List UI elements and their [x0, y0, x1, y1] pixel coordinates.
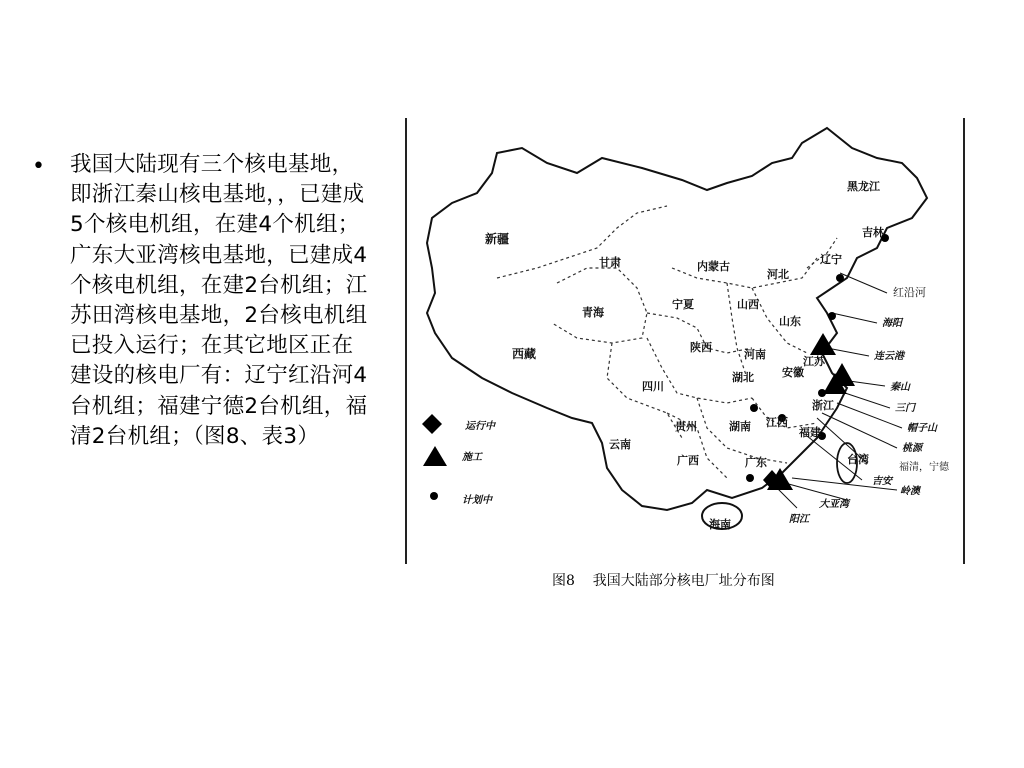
- province-label: 广西: [677, 454, 699, 467]
- province-label: 山西: [737, 298, 759, 311]
- province-label: 海南: [709, 518, 731, 531]
- site-label: 帽子山: [907, 423, 937, 434]
- province-label: 湖南: [729, 420, 751, 433]
- map-legend: [422, 414, 497, 506]
- province-labels: [485, 179, 885, 531]
- site-label: 岭澳: [900, 486, 920, 497]
- province-label: 青海: [582, 306, 604, 319]
- province-label: 新疆: [485, 232, 510, 246]
- legend-operating-diamond: [422, 414, 442, 434]
- legend-construction-label: 施工: [462, 452, 482, 463]
- province-boundaries: [497, 206, 837, 478]
- province-label: 陕西: [690, 341, 712, 354]
- bullet-text: 我国大陆现有三个核电基地，即浙江秦山核电基地，，已建成5个核电机组，在建4个机组；广东大亚湾核电基地，已建成4个核电机组，在建2台机组；江苏田湾核电基地，2台核电机组已投入运行；在其它地区正在建设的核电厂有：辽宁红沿河4台机组；福建宁德2台机组，福清2台机组；（图8、表3）: [70, 152, 368, 449]
- site-label: 大亚湾: [819, 499, 849, 510]
- province-label: 宁夏: [672, 298, 694, 311]
- province-label: 甘肃: [599, 256, 621, 269]
- legend-planned-label: 计划中: [462, 495, 492, 506]
- province-label: 四川: [642, 380, 664, 393]
- province-label: 贵州: [675, 420, 697, 433]
- province-label: 台湾: [847, 453, 869, 466]
- haiyang-dot: [828, 312, 836, 320]
- province-label: 福建: [799, 426, 821, 439]
- figure-caption: 图8 我国大陆部分核电厂址分布图: [552, 573, 775, 589]
- province-label: 辽宁: [820, 253, 842, 266]
- province-label: 湖北: [732, 371, 754, 384]
- province-label: 内蒙古: [697, 260, 730, 273]
- province-label: 江苏: [803, 355, 825, 368]
- province-label: 黑龙江: [847, 180, 880, 193]
- site-label: 海阳: [882, 318, 902, 329]
- province-label: 江西: [766, 416, 788, 429]
- province-label: 吉林: [862, 226, 884, 239]
- legend-operating-label: 运行中: [465, 421, 495, 432]
- site-label: 阳江: [789, 514, 809, 525]
- china-map: [407, 118, 967, 564]
- lianyungang-triangle: [810, 333, 836, 355]
- site-label: 连云港: [874, 351, 904, 362]
- province-label: 西藏: [512, 347, 537, 361]
- province-label: 安徽: [782, 366, 804, 379]
- hubei-dot: [750, 404, 758, 412]
- hongyanhe-dot: [836, 274, 844, 282]
- guangdong-dot: [746, 474, 754, 482]
- bullet-dot: •: [32, 154, 45, 179]
- province-label: 云南: [609, 438, 631, 451]
- site-label: 桃源: [902, 443, 922, 454]
- anhui-dot: [818, 389, 826, 397]
- province-label: 浙江: [812, 399, 834, 412]
- site-label: 红沿河: [893, 286, 926, 299]
- province-label: 河北: [767, 268, 789, 281]
- province-label: 广东: [745, 456, 767, 469]
- site-label: 吉安: [872, 476, 892, 487]
- nuclear-plant-map-figure: [405, 118, 965, 564]
- site-label: 三门: [895, 403, 915, 414]
- province-label: 山东: [779, 315, 801, 328]
- site-label: 秦山: [890, 382, 910, 393]
- site-label: 福清，宁德: [899, 462, 949, 473]
- legend-planned-dot: [430, 492, 438, 500]
- province-label: 河南: [744, 348, 766, 361]
- legend-construction-triangle: [423, 446, 447, 466]
